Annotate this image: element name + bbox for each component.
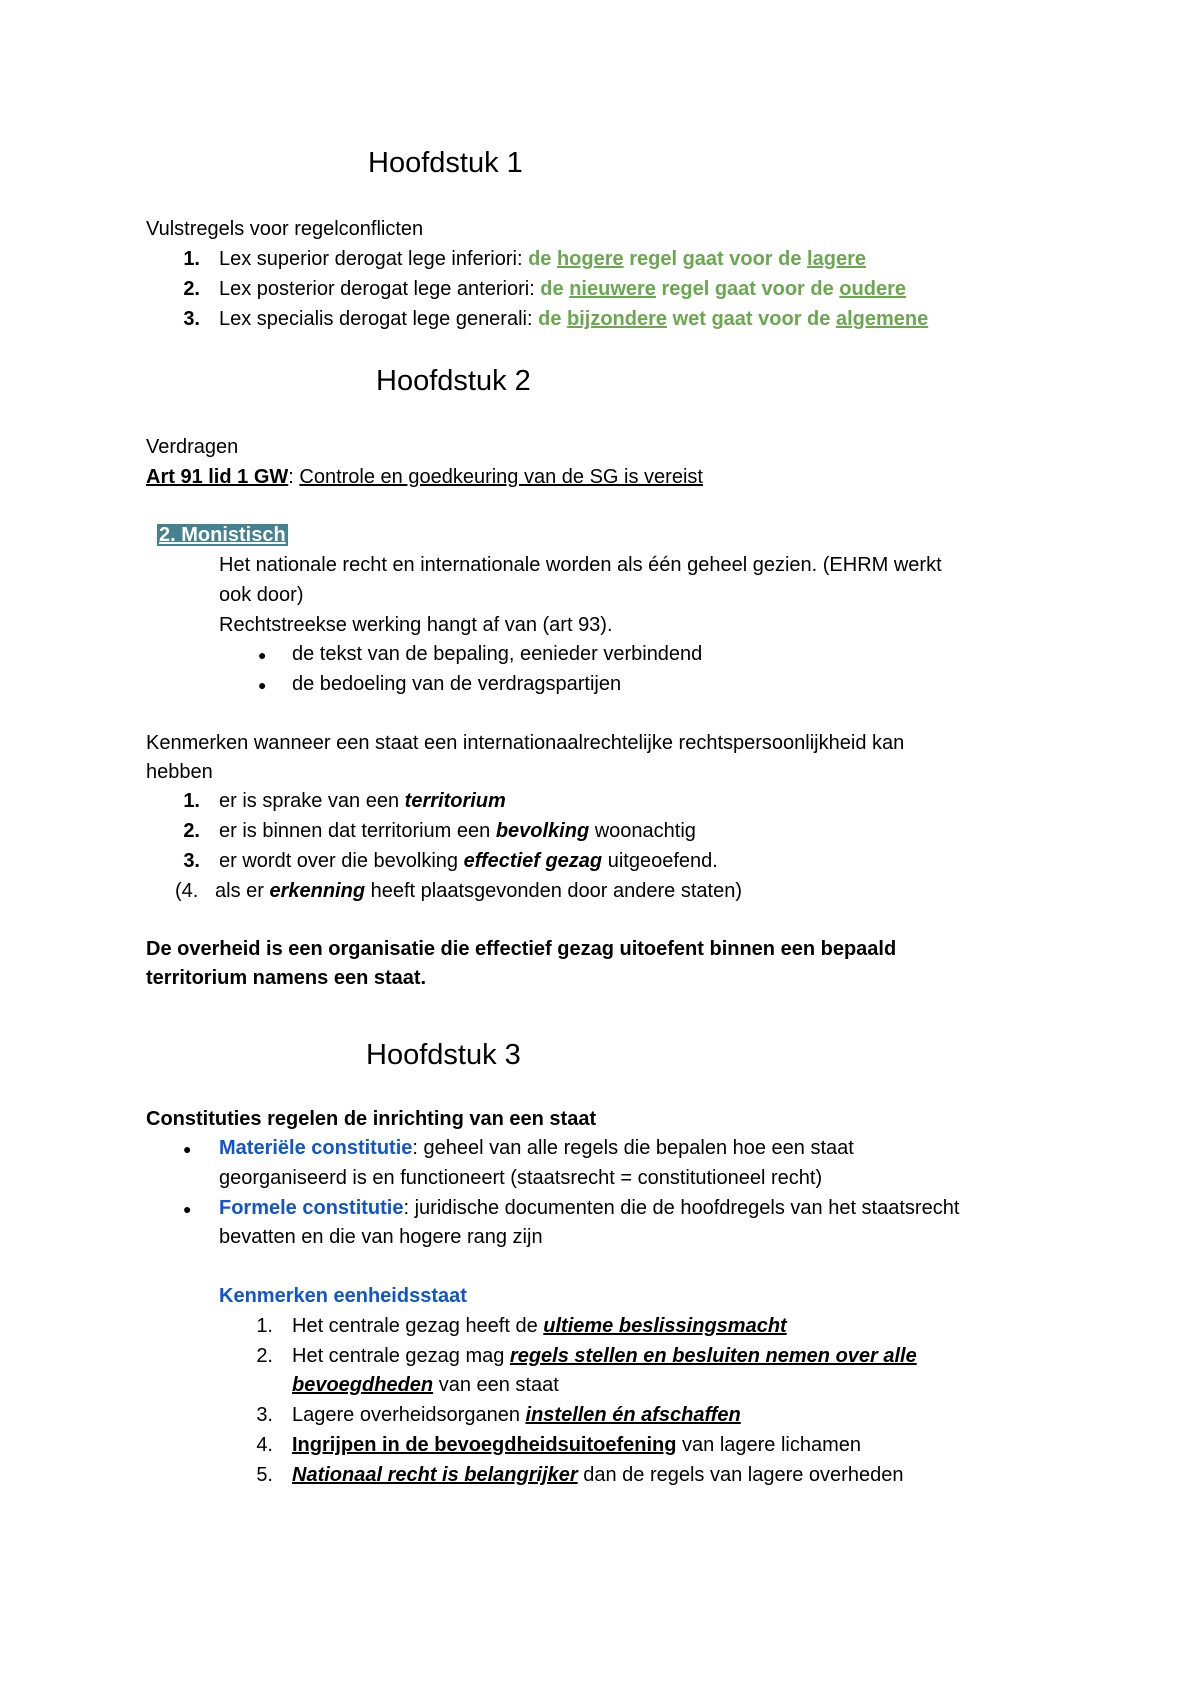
list-item: er wordt over die bevolking effectief gezag uitgeoefend. [219, 850, 718, 872]
article-line: Art 91 lid 1 GW: Controle en goedkeuring van de SG is vereist [146, 466, 703, 488]
list-number: 3. [183, 308, 200, 330]
monistisch-badge: 2. Monistisch [159, 524, 286, 546]
keyword: oudere [839, 278, 906, 300]
list-item: als er erkenning heeft plaatsgevonden door andere staten) [215, 880, 742, 902]
list-number: 2. [183, 820, 200, 842]
lex-rule: Lex superior derogat lege inferiori: [219, 248, 523, 270]
overheid-definition-line-2: territorium namens een staat. [146, 967, 427, 989]
keyword: algemene [835, 308, 929, 330]
bullet-icon: ● [183, 1201, 192, 1217]
bullet-icon: ● [183, 1141, 192, 1157]
bullet-icon: ● [258, 647, 267, 663]
chapter-1-title: Hoofdstuk 1 [368, 147, 523, 179]
keyword: Ingrijpen in de bevoegdheidsuitoefening [292, 1434, 677, 1456]
list-item: er is binnen dat territorium een bevolking woonachtig [219, 820, 696, 842]
list-number: 2. [256, 1345, 273, 1367]
kenmerken-line-2: hebben [146, 761, 213, 783]
term-label: Materiële constitutie [219, 1137, 413, 1159]
list-number: 1. [183, 248, 200, 270]
monist-text-line-1: Het nationale recht en internationale worden als één geheel gezien. (EHRM werkt [219, 554, 942, 576]
list-item: Het centrale gezag heeft de ultieme beslissingsmacht [292, 1315, 787, 1337]
kenmerken-line-1: Kenmerken wanneer een staat een internationaalrechtelijke rechtspersoonlijkheid kan [146, 732, 905, 754]
term-label: Formele constitutie [219, 1197, 404, 1219]
eenheidsstaat-heading: Kenmerken eenheidsstaat [219, 1285, 467, 1307]
lex-rule: Lex specialis derogat lege generali: [219, 308, 533, 330]
list-item: Lagere overheidsorganen instellen én afschaffen [292, 1404, 741, 1426]
keyword: instellen én afschaffen [525, 1404, 741, 1426]
monist-text-line-2: ook door) [219, 584, 304, 606]
ch1-item-text: Lex specialis derogat lege generali: de bijzondere wet gaat voor de algemene [219, 308, 929, 330]
list-number: (4. [175, 880, 199, 902]
keyword: territorium [404, 790, 506, 812]
lex-rule: Lex posterior derogat lege anteriori: [219, 278, 535, 300]
keyword: ultieme beslissingsmacht [543, 1315, 787, 1337]
ch1-heading: Vulstregels voor regelconflicten [146, 218, 424, 240]
list-number: 1. [256, 1315, 273, 1337]
list-item: Nationaal recht is belangrijker dan de regels van lagere overheden [292, 1464, 904, 1486]
bullet-icon: ● [258, 677, 267, 693]
list-item-continuation: bevoegdheden van een staat [292, 1374, 559, 1396]
list-item: Materiële constitutie: geheel van alle regels die bepalen hoe een staat [219, 1137, 854, 1159]
overheid-definition-line-1: De overheid is een organisatie die effectief gezag uitoefent binnen een bepaald [146, 938, 897, 960]
list-number: 5. [256, 1464, 273, 1486]
list-number: 1. [183, 790, 200, 812]
list-number: 2. [183, 278, 200, 300]
list-number: 4. [256, 1434, 273, 1456]
article-reference: Art 91 lid 1 GW [146, 466, 289, 488]
ch1-item-text: Lex posterior derogat lege anteriori: de nieuwere regel gaat voor de oudere [219, 278, 906, 300]
keyword: effectief gezag [463, 850, 603, 872]
werking-text: Rechtstreekse werking hangt af van (art 93). [219, 614, 613, 636]
list-item-continuation: georganiseerd is en functioneert (staatsrecht = constitutioneel recht) [219, 1167, 823, 1189]
list-item: Het centrale gezag mag regels stellen en besluiten nemen over alle [292, 1345, 917, 1367]
chapter-2-title: Hoofdstuk 2 [376, 365, 531, 397]
keyword: Nationaal recht is belangrijker [292, 1464, 578, 1486]
list-item: de bedoeling van de verdragspartijen [292, 673, 622, 695]
list-item: de tekst van de bepaling, eenieder verbindend [292, 643, 703, 665]
keyword: erkenning [269, 880, 366, 902]
verdragen-heading: Verdragen [146, 436, 239, 458]
list-item: er is sprake van een territorium [219, 790, 506, 812]
keyword: nieuwere [569, 278, 656, 300]
keyword: regels stellen en besluiten nemen over alle [509, 1345, 917, 1367]
keyword: bijzondere [567, 308, 668, 330]
keyword: bevoegdheden [292, 1374, 434, 1396]
keyword: bevolking [495, 820, 590, 842]
list-item: Ingrijpen in de bevoegdheidsuitoefening van lagere lichamen [292, 1434, 862, 1456]
article-text: Controle en goedkeuring van de SG is vereist [299, 466, 703, 488]
list-item-continuation: bevatten en die van hogere rang zijn [219, 1226, 543, 1248]
list-item: Formele constitutie: juridische documenten die de hoofdregels van het staatsrecht [219, 1197, 960, 1219]
keyword: hogere [556, 248, 624, 270]
list-number: 3. [183, 850, 200, 872]
keyword: lagere [807, 248, 866, 270]
ch3-heading: Constituties regelen de inrichting van een staat [146, 1108, 597, 1130]
list-number: 3. [256, 1404, 273, 1426]
chapter-3-title: Hoofdstuk 3 [366, 1039, 521, 1071]
ch1-item-text: Lex superior derogat lege inferiori: de hogere regel gaat voor de lagere [219, 248, 866, 270]
